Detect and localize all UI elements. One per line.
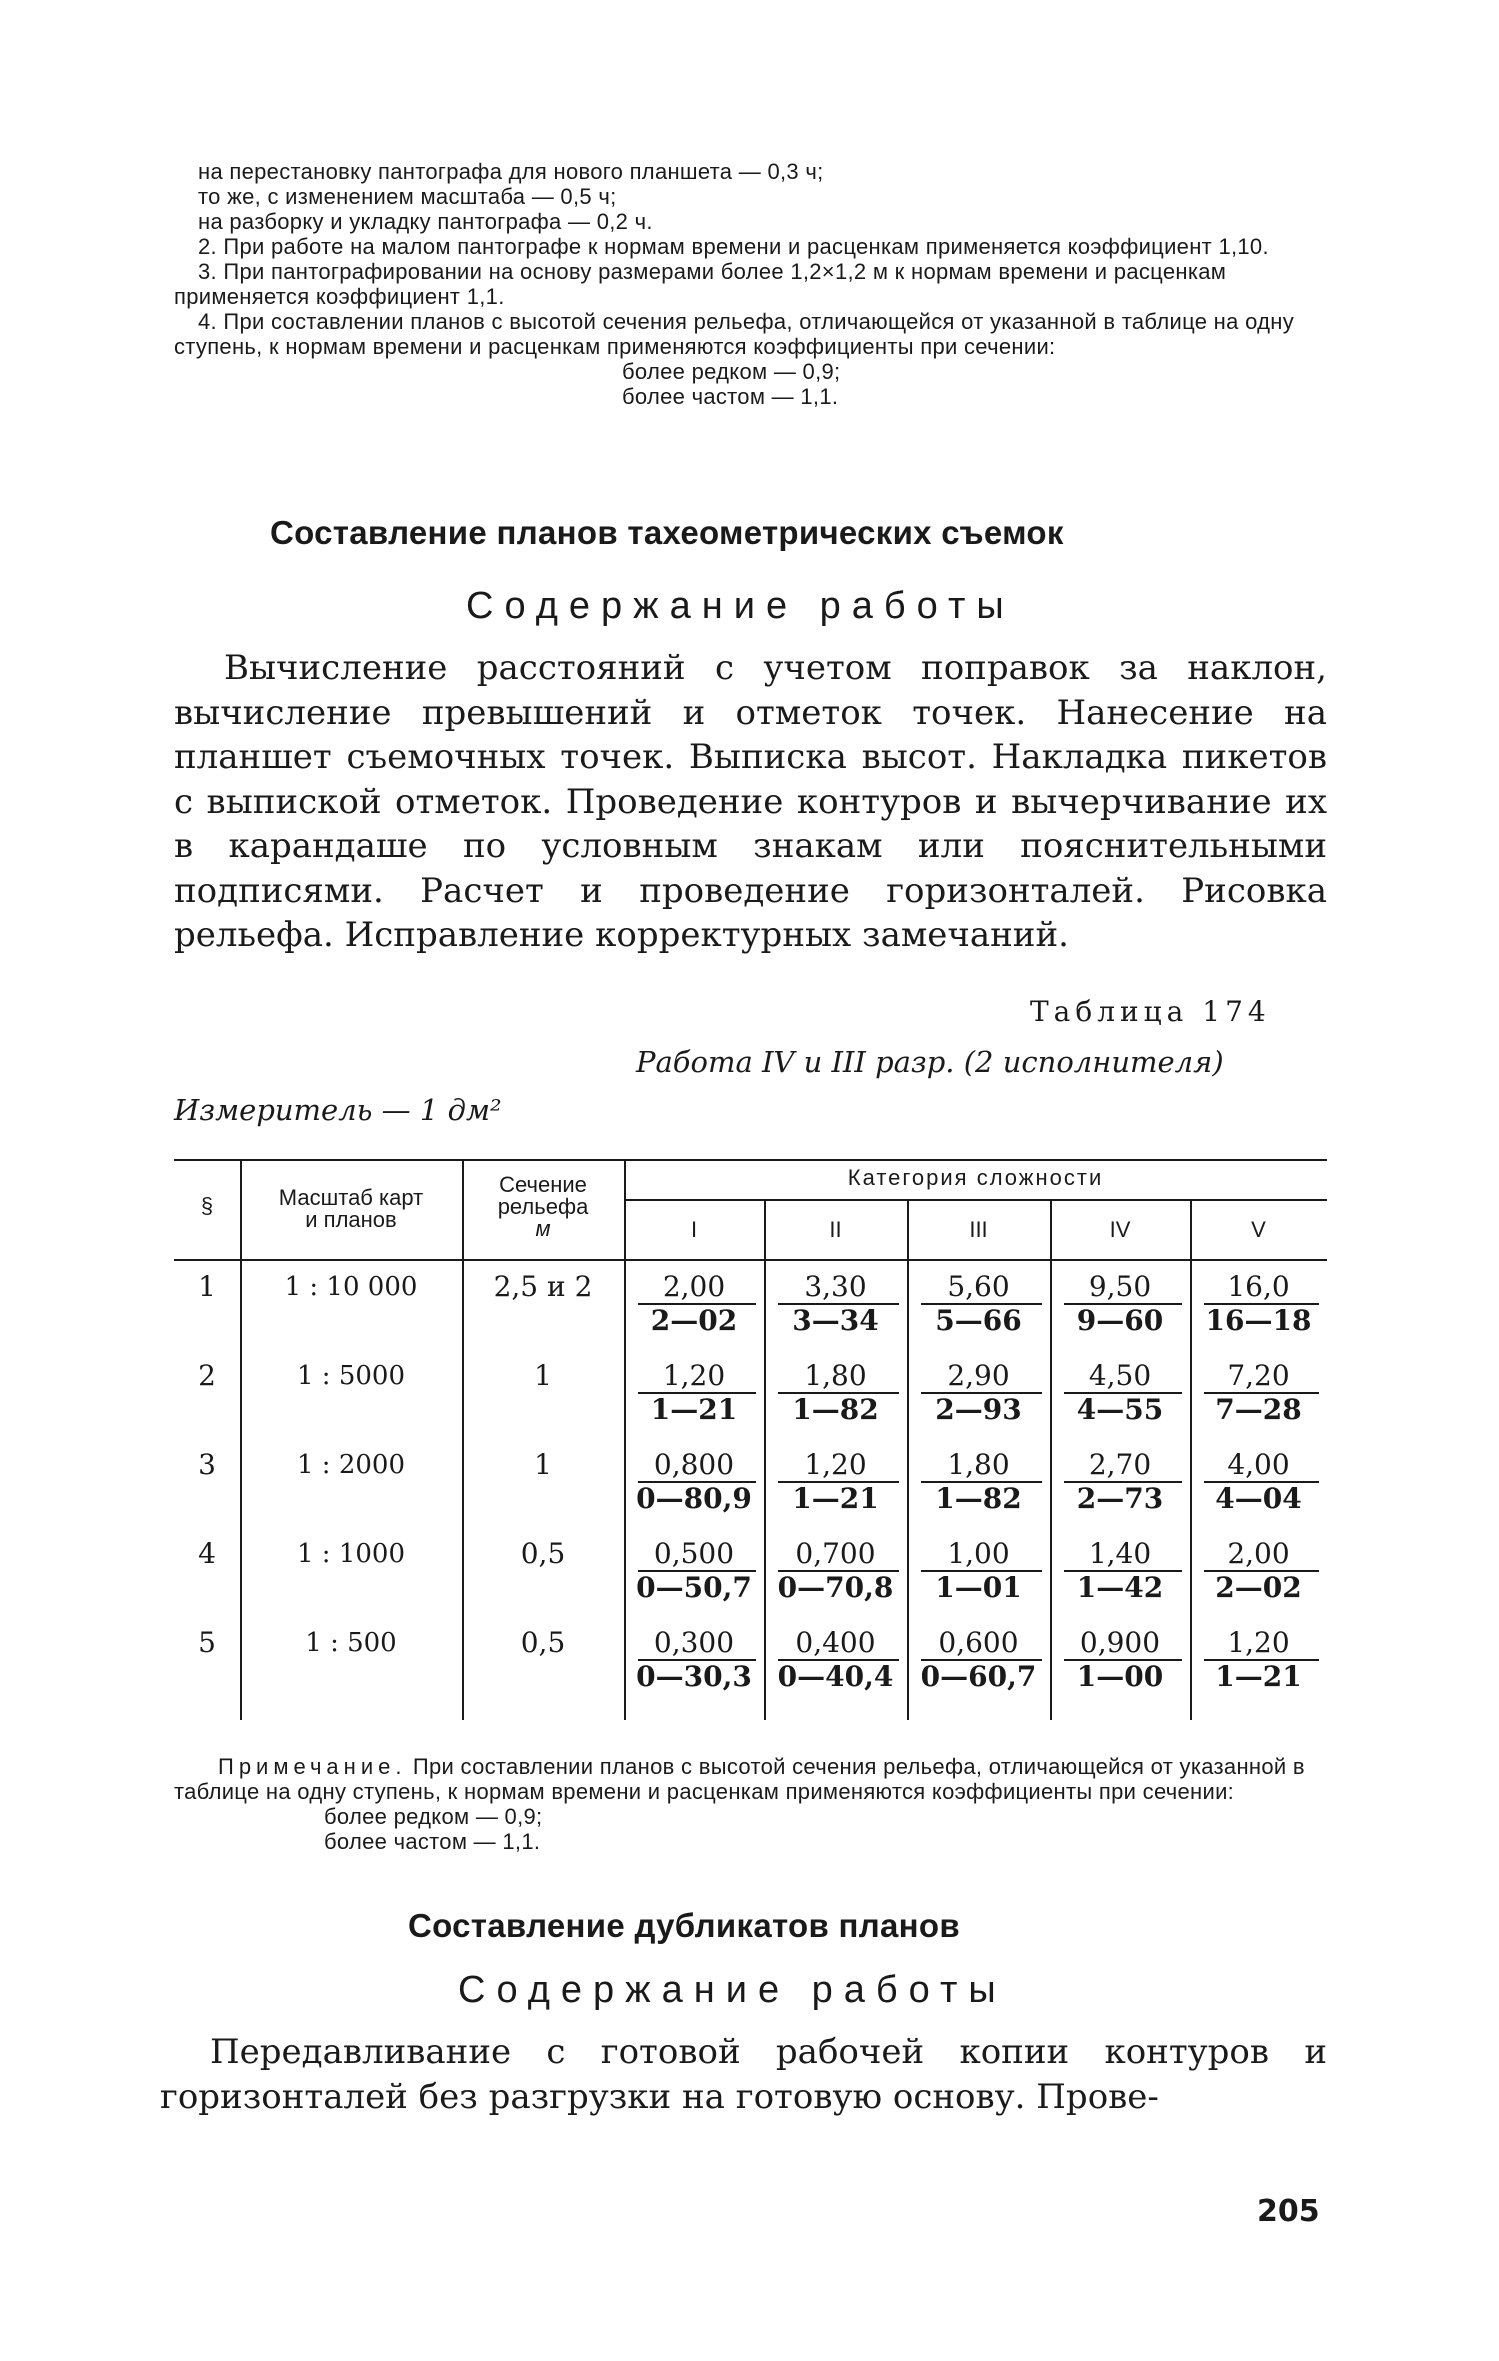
header-scale-line: Масштаб карт: [278, 1185, 424, 1210]
rate-value: 1—21: [650, 1393, 738, 1426]
row-scale: 1 : 500: [305, 1628, 397, 1658]
norm-value: 0,900: [1079, 1626, 1161, 1659]
norm-value: 7,20: [1227, 1359, 1290, 1392]
rate-value: 16—18: [1205, 1304, 1312, 1337]
rate-value: 9—60: [1076, 1304, 1164, 1337]
rate-value: 1—01: [935, 1571, 1022, 1604]
body-paragraph: Передавливание с готовой рабочей копии контуров и горизонталей без разгрузки на готовую основу. Прове-: [160, 2032, 1327, 2117]
header-scale: [240, 1187, 462, 1231]
section-title: Составление планов тахеометрических съемок: [270, 514, 1064, 551]
norm-value: 0,500: [653, 1537, 735, 1570]
rate-value: 0—30,3: [636, 1660, 752, 1693]
note-item-3: 3. При пантографировании на основу размерами более 1,2×1,2 м к нормам времени и расценкам применяется коэффициент 1,1.: [174, 259, 1227, 309]
norm-value: 1,20: [804, 1448, 867, 1481]
rate-value: 0—70,8: [777, 1571, 894, 1604]
norm-value: 4,50: [1088, 1359, 1152, 1392]
row-num: 3: [198, 1448, 216, 1481]
header-num: §: [200, 1193, 214, 1218]
rate-value: 0—80,9: [636, 1482, 752, 1515]
rate-value: 4—04: [1215, 1482, 1302, 1515]
rate-value: 0—60,7: [920, 1660, 1037, 1693]
table-top-rule: [174, 1159, 1327, 1161]
table-header-bottom-rule: [174, 1259, 1327, 1261]
header-section-unit: м: [535, 1216, 551, 1241]
note-line: более редком — 0,9;: [324, 1804, 543, 1829]
table-note: [174, 1754, 1327, 1854]
header-section: [462, 1174, 624, 1240]
rate-value: 1—00: [1076, 1660, 1164, 1693]
note-line: более редком — 0,9;: [622, 359, 841, 384]
section-subtitle: Содержание работы: [466, 585, 1015, 627]
rate-value: 5—66: [935, 1304, 1022, 1337]
note-line: то же, с изменением масштаба — 0,5 ч;: [198, 184, 617, 209]
rate-value: 1—21: [1215, 1660, 1302, 1693]
rate-value: 2—02: [650, 1304, 738, 1337]
row-num: 2: [198, 1359, 216, 1392]
norm-value: 1,80: [804, 1359, 867, 1392]
norm-value: 16,0: [1227, 1270, 1290, 1303]
norm-value: 2,00: [662, 1270, 726, 1303]
note-line: более частом — 1,1.: [622, 384, 839, 409]
norm-value: 1,80: [947, 1448, 1010, 1481]
section-subtitle: Содержание работы: [458, 1969, 1007, 2011]
header-category-v: V: [1251, 1217, 1266, 1242]
rate-value: 4—55: [1076, 1393, 1164, 1426]
rate-value: 1—82: [935, 1482, 1022, 1515]
header-scale-line: и планов: [305, 1207, 397, 1232]
norm-value: 1,40: [1088, 1537, 1152, 1570]
norm-value: 1,20: [1227, 1626, 1290, 1659]
norm-value: 2,00: [1227, 1537, 1290, 1570]
rate-value: 2—93: [935, 1393, 1022, 1426]
rate-value: 2—73: [1076, 1482, 1164, 1515]
norm-value: 4,00: [1227, 1448, 1290, 1481]
rate-value: 2—02: [1215, 1571, 1302, 1604]
norm-value: 5,60: [947, 1270, 1010, 1303]
table-caption: Таблица 174: [1030, 995, 1271, 1028]
row-section: 0,5: [520, 1537, 566, 1570]
header-section-line: рельефа: [497, 1194, 589, 1219]
row-scale: 1 : 5000: [297, 1361, 405, 1391]
section-body: [174, 646, 1327, 958]
note-lead: Примечание.: [218, 1754, 407, 1779]
header-category-iii: III: [969, 1217, 988, 1242]
top-notes: [174, 159, 1327, 409]
note-item-4: 4. При составлении планов с высотой сечения рельефа, отличающейся от указанной в таблице на одну ступень, к нормам времени и расценкам применяются коэффициенты при сечении:: [174, 309, 1295, 359]
rate-value: 1—82: [792, 1393, 879, 1426]
header-category-iv: IV: [1109, 1217, 1131, 1242]
work-line: Работа IV и III разр. (2 исполнителя): [636, 1045, 1224, 1079]
row-num: 1: [198, 1270, 216, 1303]
row-section: 2,5 и 2: [493, 1270, 593, 1303]
norm-value: 1,20: [662, 1359, 726, 1392]
page-number: 205: [1257, 2194, 1320, 2229]
norms-table: [174, 1159, 1327, 1720]
note-line: на разборку и укладку пантографа — 0,2 ч.: [198, 209, 653, 234]
norm-value: 0,700: [795, 1537, 876, 1570]
norm-value: 2,70: [1088, 1448, 1152, 1481]
header-category-ii: II: [829, 1217, 842, 1242]
rate-value: 0—40,4: [777, 1660, 894, 1693]
header-section-line: Сечение: [499, 1172, 587, 1197]
note-item-2: 2. При работе на малом пантографе к нормам времени и расценкам применяется коэффициент 1,10.: [198, 234, 1269, 259]
norm-value: 0,800: [653, 1448, 735, 1481]
row-section: 1: [534, 1359, 552, 1392]
row-scale: 1 : 2000: [297, 1450, 405, 1480]
row-scale: 1 : 10 000: [284, 1272, 418, 1302]
header-category: Категория сложности: [847, 1165, 1104, 1190]
section-body: [160, 2030, 1327, 2119]
row-num: 5: [198, 1626, 216, 1659]
note-line: более частом — 1,1.: [324, 1829, 541, 1854]
norm-value: 0,600: [938, 1626, 1019, 1659]
body-paragraph: Вычисление расстояний с учетом поправок за наклон, вычисление превышений и отметок точек. Нанесение на планшет съемочных точек. Выписка высот. Накладка пикетов с выпиской отметок. Проведение контуров и вычерчивание их в карандаше по условным знакам или пояснительными подписями. Расчет и проведение горизонталей. Рисовка рельефа. Исправление корректурных замечаний.: [174, 648, 1327, 955]
table-header-mid-rule: [624, 1199, 1327, 1201]
norm-value: 0,300: [653, 1626, 735, 1659]
rate-value: 1—42: [1076, 1571, 1164, 1604]
norm-value: 3,30: [804, 1270, 867, 1303]
norm-value: 9,50: [1088, 1270, 1152, 1303]
row-section: 0,5: [520, 1626, 566, 1659]
note-line: на перестановку пантографа для нового планшета — 0,3 ч;: [198, 159, 824, 184]
header-category-i: I: [690, 1217, 698, 1242]
norm-value: 2,90: [947, 1359, 1010, 1392]
rate-value: 0—50,7: [636, 1571, 752, 1604]
norm-value: 0,400: [795, 1626, 876, 1659]
section-title: Составление дубликатов планов: [408, 1907, 960, 1944]
row-num: 4: [198, 1537, 216, 1570]
rate-value: 1—21: [792, 1482, 879, 1515]
note-text: При составлении планов с высотой сечения рельефа, отличающейся от указанной в таблице на одну ступень, к нормам времени и расценкам применяются коэффициенты при сечении:: [174, 1754, 1305, 1804]
row-scale: 1 : 1000: [297, 1539, 405, 1569]
rate-value: 3—34: [792, 1304, 879, 1337]
row-section: 1: [534, 1448, 552, 1481]
note-paragraph: [174, 1754, 1327, 1804]
unit-line: Измеритель — 1 дм²: [174, 1093, 502, 1127]
norm-value: 1,00: [947, 1537, 1010, 1570]
rate-value: 7—28: [1215, 1393, 1302, 1426]
